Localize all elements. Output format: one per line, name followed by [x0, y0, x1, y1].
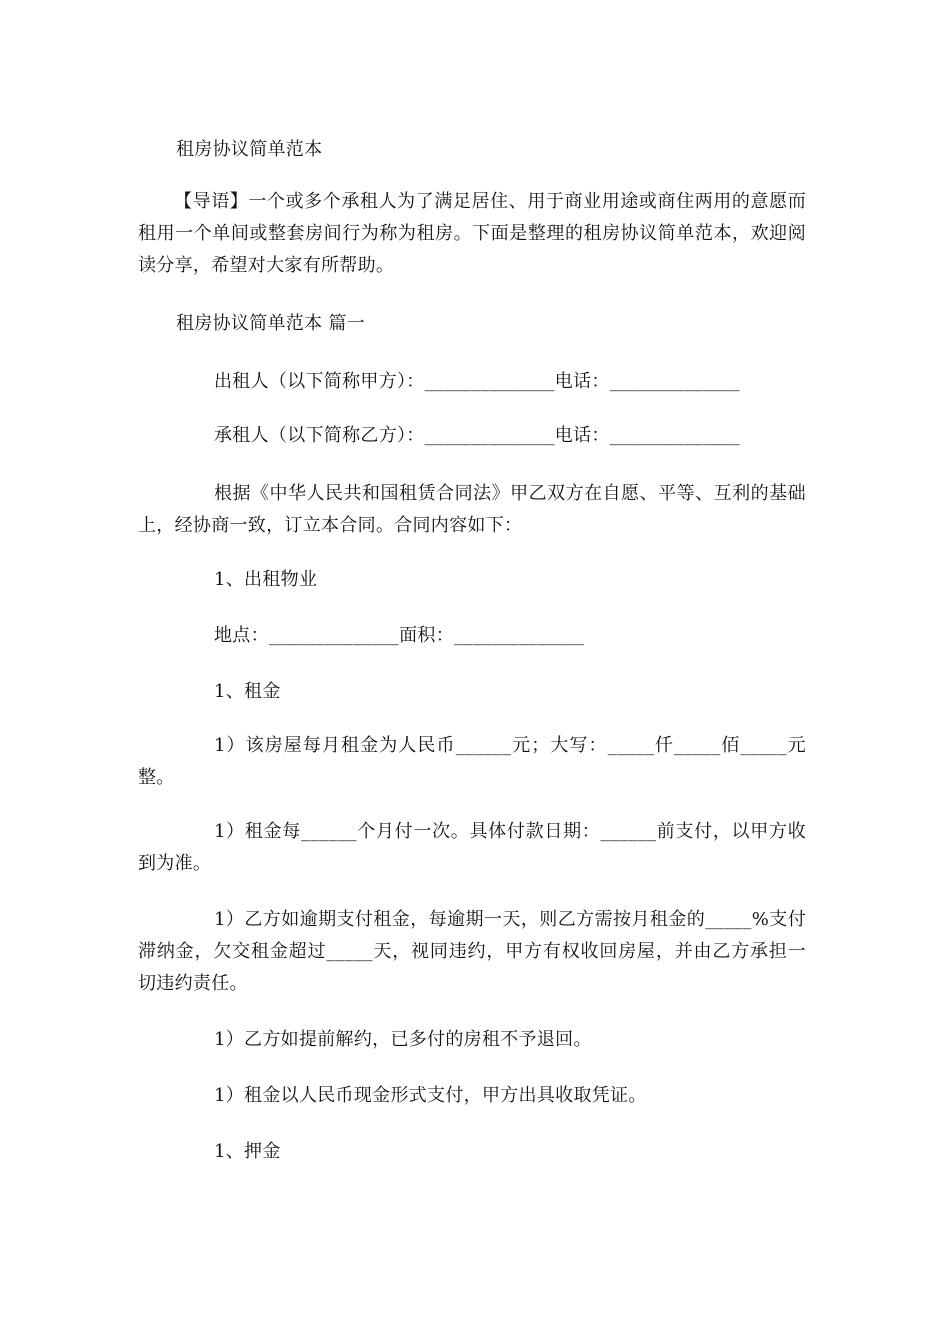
basis-paragraph: 根据《中华人民共和国租赁合同法》甲乙双方在自愿、平等、互利的基础上，经协商一致，订立本合同。合同内容如下： [138, 483, 806, 536]
section-title: 租房协议简单范本 篇一 [176, 313, 366, 334]
lessee-line: 承租人（以下简称乙方）：______________电话：______________ [214, 425, 740, 446]
lessor-line: 出租人（以下简称甲方）：______________电话：______________ [214, 371, 740, 392]
intro-paragraph: 【导语】一个或多个承租人为了满足居住、用于商业用途或商住两用的意愿而租用一个单间或整套房间行为称为租房。下面是整理的租房协议简单范本，欢迎阅读分享，希望对大家有所帮助。 [138, 191, 806, 276]
document-title: 租房协议简单范本 [176, 139, 323, 160]
location-line: 地点：______________面积：______________ [214, 625, 585, 646]
payment-form-paragraph: 1）租金以人民币现金形式支付，甲方出具收取凭证。 [214, 1085, 647, 1106]
rent-amount-paragraph: 1）该房屋每月租金为人民币______元；大写：_____仟_____佰_____元整。 [138, 735, 806, 788]
rent-period-paragraph: 1）租金每______个月付一次。具体付款日期：______前支付，以甲方收到为准。 [138, 821, 806, 874]
item-rent: 1、租金 [214, 681, 281, 702]
early-termination-paragraph: 1）乙方如提前解约，已多付的房租不予退回。 [214, 1029, 592, 1050]
item-property: 1、出租物业 [214, 569, 318, 590]
late-payment-paragraph: 1）乙方如逾期支付租金，每逾期一天，则乙方需按月租金的_____%支付滞纳金，欠交租金超过_____天，视同违约，甲方有权收回房屋，并由乙方承担一切违约责任。 [138, 909, 806, 994]
item-deposit: 1、押金 [214, 1141, 281, 1162]
